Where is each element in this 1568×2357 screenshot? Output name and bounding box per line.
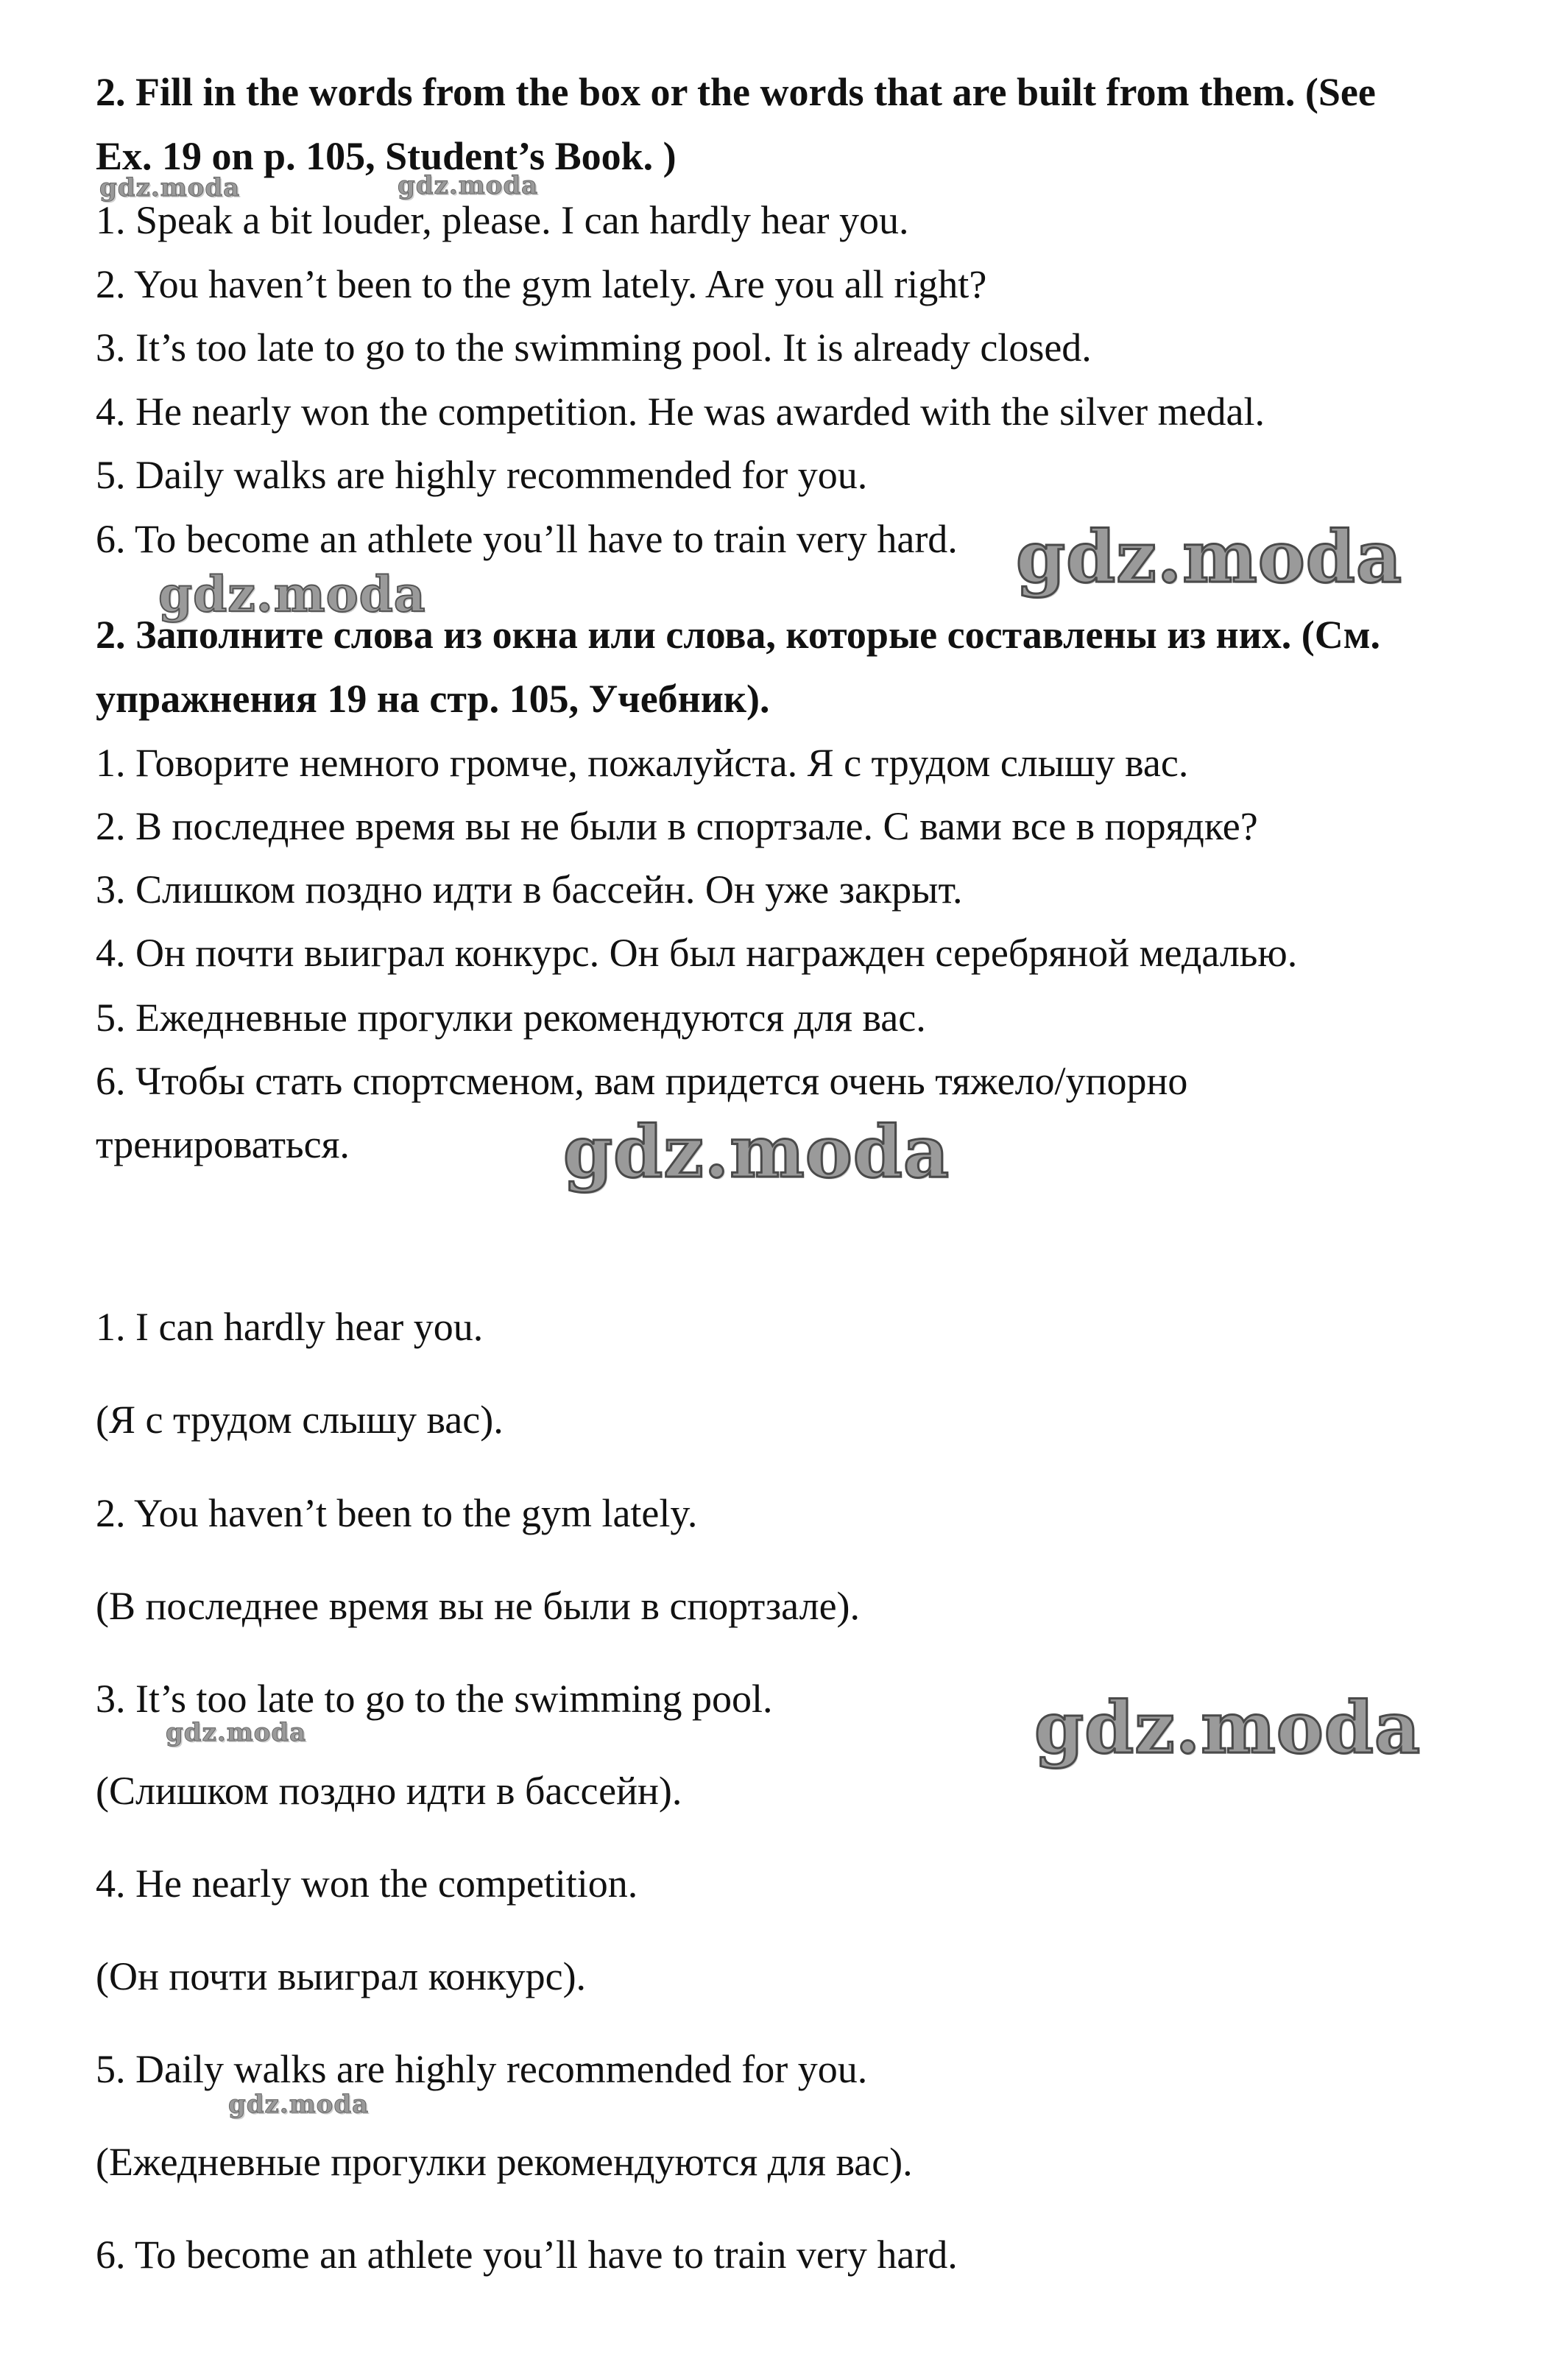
english-item-2: 2. You haven’t been to the gym lately. Are you all right? — [96, 262, 987, 306]
watermark-logo: gdz.moda — [398, 171, 539, 200]
watermark-logo: gdz.moda — [99, 173, 241, 202]
answer-2-en: 2. You haven’t been to the gym lately. — [96, 1491, 698, 1535]
english-heading-line-1: 2. Fill in the words from the box or the words that are built from them. (See — [96, 70, 1376, 114]
russian-item-2: 2. В последнее время вы не были в спортзале. С вами все в порядке? — [96, 804, 1258, 848]
english-item-4: 4. He nearly won the competition. He was awarded with the silver medal. — [96, 390, 1265, 434]
answer-6-en: 6. To become an athlete you’ll have to train very hard. — [96, 2233, 958, 2277]
russian-heading-line-2: упражнения 19 на стр. 105, Учебник). — [96, 677, 770, 721]
russian-item-5: 5. Ежедневные прогулки рекомендуются для вас. — [96, 996, 926, 1040]
answer-4-ru: (Он почти выиграл конкурс). — [96, 1954, 587, 1998]
answer-3-en: 3. It’s too late to go to the swimming pool. — [96, 1677, 773, 1721]
answer-1-ru: (Я с трудом слышу вас). — [96, 1398, 504, 1442]
watermark-logo: gdz.moda — [228, 2090, 370, 2119]
watermark-logo: gdz.moda — [158, 566, 426, 623]
english-item-6: 6. To become an athlete you’ll have to train very hard. — [96, 517, 958, 561]
russian-item-3: 3. Слишком поздно идти в бассейн. Он уже закрыт. — [96, 867, 963, 912]
answer-2-ru: (В последнее время вы не были в спортзале). — [96, 1584, 861, 1628]
watermark-logo: gdz.moda — [166, 1718, 307, 1747]
english-item-5: 5. Daily walks are highly recommended for you. — [96, 453, 868, 497]
watermark-logo: gdz.moda — [1016, 515, 1403, 599]
answer-5-ru: (Ежедневные прогулки рекомендуются для вас). — [96, 2140, 913, 2184]
english-item-3: 3. It’s too late to go to the swimming pool. It is already closed. — [96, 325, 1092, 370]
russian-item-4: 4. Он почти выиграл конкурс. Он был награжден серебряной медалью. — [96, 931, 1298, 975]
english-heading-line-2: Ex. 19 on p. 105, Student’s Book. ) — [96, 134, 677, 178]
watermark-logo: gdz.moda — [1034, 1686, 1422, 1769]
english-item-1: 1. Speak a bit louder, please. I can hardly hear you. — [96, 198, 909, 242]
answer-4-en: 4. He nearly won the competition. — [96, 1861, 638, 1906]
watermark-logo: gdz.moda — [563, 1110, 950, 1194]
answer-3-ru: (Слишком поздно идти в бассейн). — [96, 1769, 682, 1813]
answer-5-en: 5. Daily walks are highly recommended for you. — [96, 2047, 868, 2091]
russian-item-6: 6. Чтобы стать спортсменом, вам придется очень тяжело/упорно — [96, 1059, 1188, 1103]
russian-item-6-continued: тренироваться. — [96, 1122, 350, 1166]
russian-item-1: 1. Говорите немного громче, пожалуйста. Я с трудом слышу вас. — [96, 741, 1189, 785]
russian-heading-line-1: 2. Заполните слова из окна или слова, которые составлены из них. (См. — [96, 613, 1381, 657]
answer-1-en: 1. I can hardly hear you. — [96, 1305, 484, 1349]
